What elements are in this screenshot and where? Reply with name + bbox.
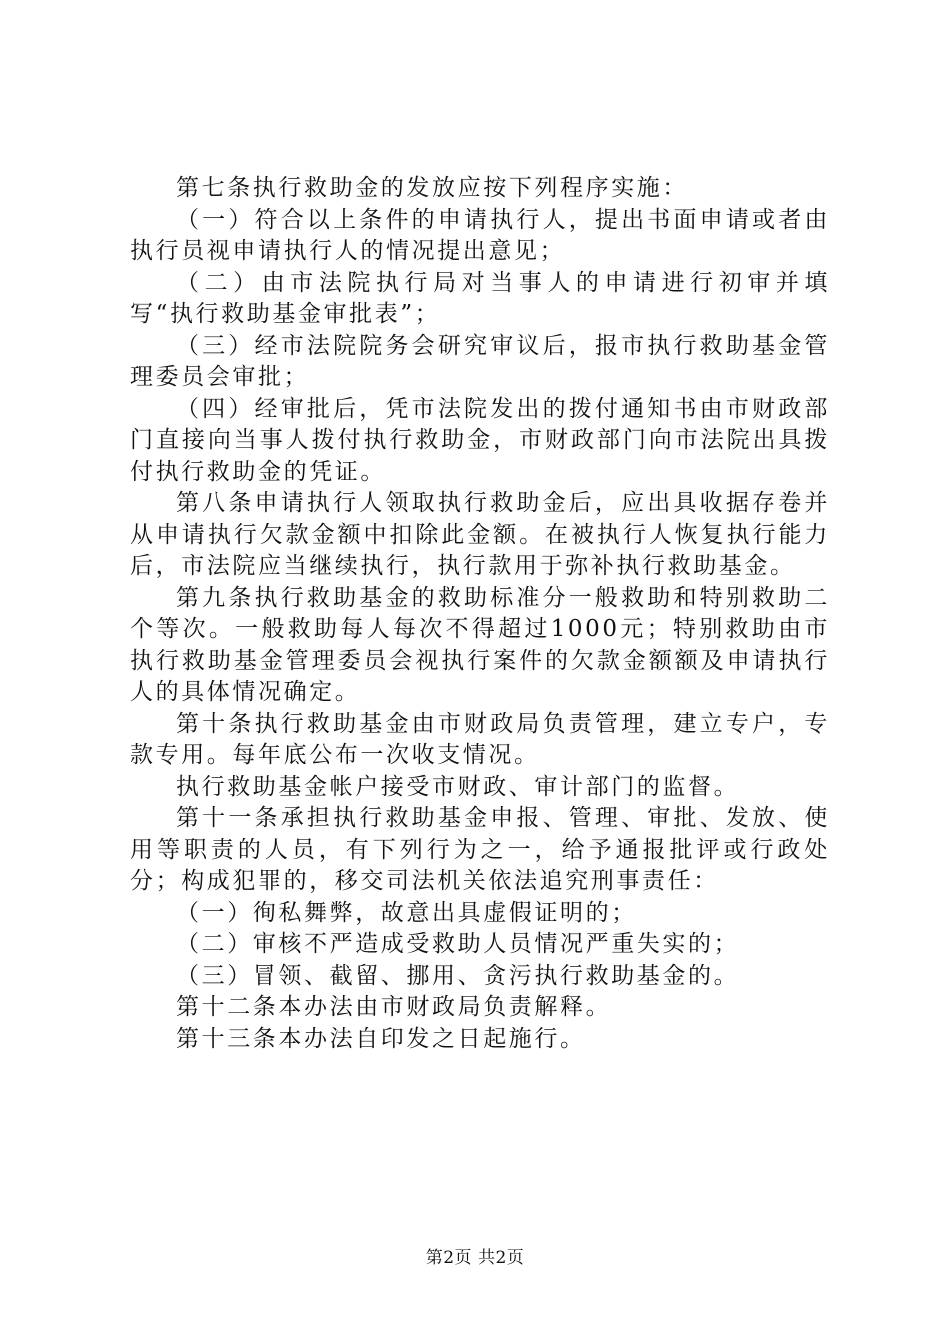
article-11: 第十一条承担执行救助基金申报、管理、审批、发放、使用等职责的人员，有下列行为之一，给予通报批评或行政处分；构成犯罪的，移交司法机关依法追究刑事责任： <box>130 805 830 894</box>
article-7-item-1: （一）符合以上条件的申请执行人，提出书面申请或者由执行员视申请执行人的情况提出意见； <box>130 206 830 264</box>
article-11-item-1: （一）徇私舞弊，故意出具虚假证明的； <box>176 899 637 926</box>
article-11-item-3: （三）冒领、截留、挪用、贪污执行救助基金的。 <box>176 962 740 989</box>
document-body <box>130 173 830 1055</box>
page-footer: 第2页 共2页 <box>425 1248 525 1268</box>
article-10-supervision: 执行救助基金帐户接受市财政、审计部门的监督。 <box>176 773 740 800</box>
article-7-item-3: （三）经市法院院务会研究审议后，报市执行救助基金管理委员会审批； <box>130 332 830 390</box>
article-9: 第九条执行救助基金的救助标准分一般救助和特别救助二个等次。一般救助每人每次不得超过1000元；特别救助由市执行救助基金管理委员会视执行案件的欠款金额额及申请执行人的具体情况确定。 <box>130 584 830 705</box>
article-11-item-2: （二）审核不严造成受救助人员情况严重失实的； <box>176 931 740 957</box>
article-7-item-4: （四）经审批后，凭市法院发出的拨付通知书由市财政部门直接向当事人拨付执行救助金，市财政部门向市法院出具拨付执行救助金的凭证。 <box>130 395 830 485</box>
article-8: 第八条申请执行人领取执行救助金后，应出具收据存卷并从申请执行欠款金额中扣除此金额。在被执行人恢复执行能力后，市法院应当继续执行，执行款用于弥补执行救助基金。 <box>130 490 830 579</box>
article-7-heading: 第七条执行救助金的发放应按下列程序实施： <box>176 175 688 201</box>
article-13: 第十三条本办法自印发之日起施行。 <box>176 1025 586 1052</box>
article-12: 第十二条本办法由市财政局负责解释。 <box>176 994 612 1020</box>
article-7-item-2: （二）由市法院执行局对当事人的申请进行初审并填写“执行救助基金审批表”； <box>130 269 830 327</box>
article-10: 第十条执行救助基金由市财政局负责管理，建立专户，专款专用。每年底公布一次收支情况。 <box>130 710 830 768</box>
